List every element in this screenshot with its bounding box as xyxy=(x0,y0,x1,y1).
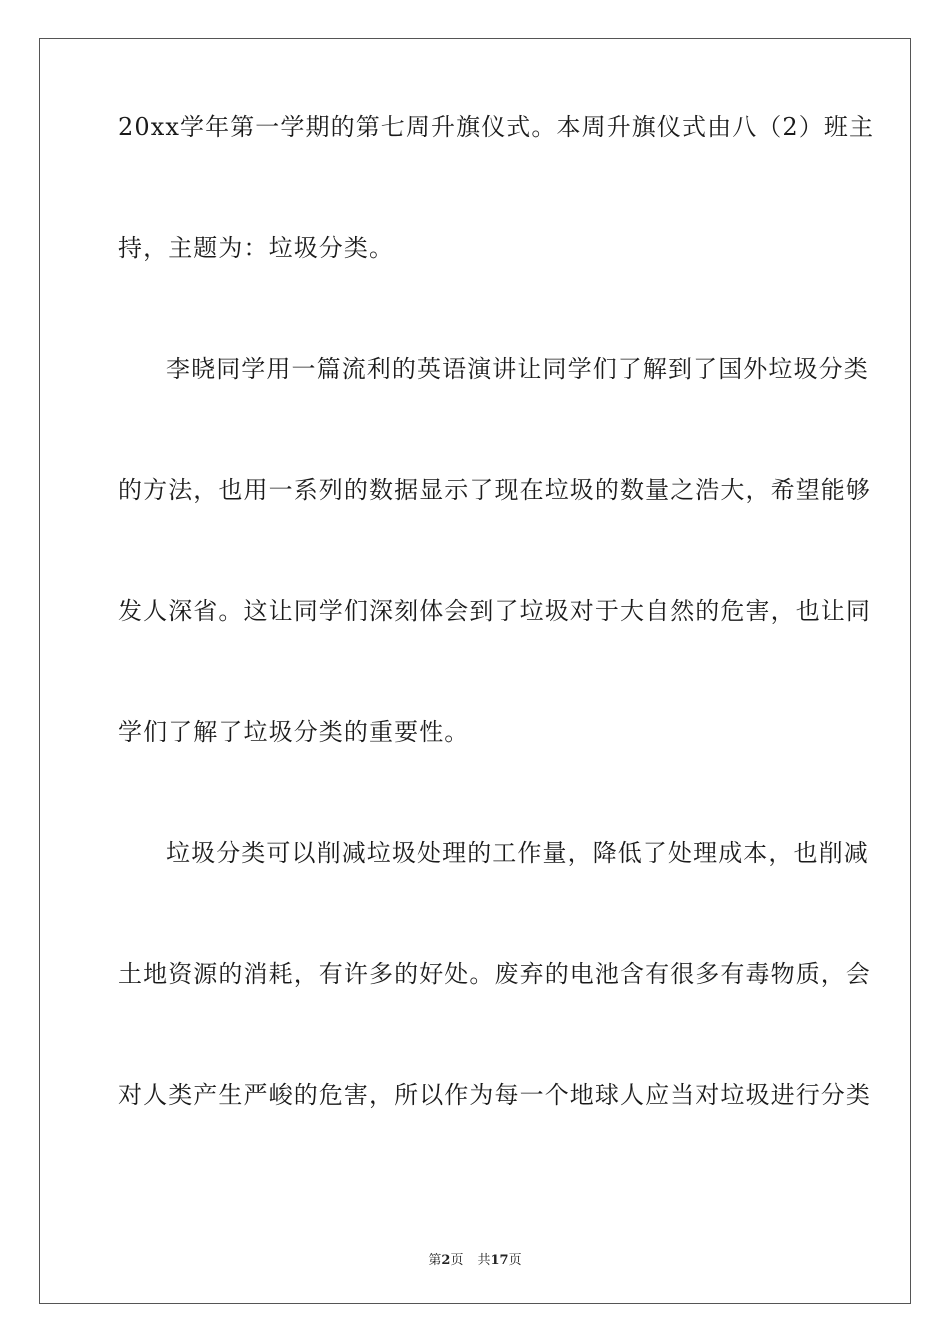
paragraph-start-line: 李晓同学用一篇流利的英语演讲让同学们了解到了国外垃圾分类 xyxy=(166,355,869,383)
page-number-label: 第2页 xyxy=(428,1253,464,1268)
text-line: 对人类产生严峻的危害，所以作为每一个地球人应当对垃圾进行分类 xyxy=(118,1081,871,1109)
text-line: 土地资源的消耗，有许多的好处。废弃的电池含有很多有毒物质，会 xyxy=(118,960,871,988)
text-line: 20xx学年第一学期的第七周升旗仪式。本周升旗仪式由八（2）班主 xyxy=(118,113,875,141)
text-line: 持，主题为：垃圾分类。 xyxy=(118,234,395,262)
total-pages-label: 共17页 xyxy=(477,1253,522,1268)
text-line: 发人深省。这让同学们深刻体会到了垃圾对于大自然的危害，也让同 xyxy=(118,597,871,625)
text-line: 学们了解了垃圾分类的重要性。 xyxy=(118,718,470,746)
text-line: 的方法，也用一系列的数据显示了现在垃圾的数量之浩大，希望能够 xyxy=(118,476,871,504)
document-body xyxy=(118,113,875,1216)
page-footer xyxy=(0,1249,950,1268)
paragraph-start-line: 垃圾分类可以削减垃圾处理的工作量，降低了处理成本，也削减 xyxy=(166,839,869,867)
